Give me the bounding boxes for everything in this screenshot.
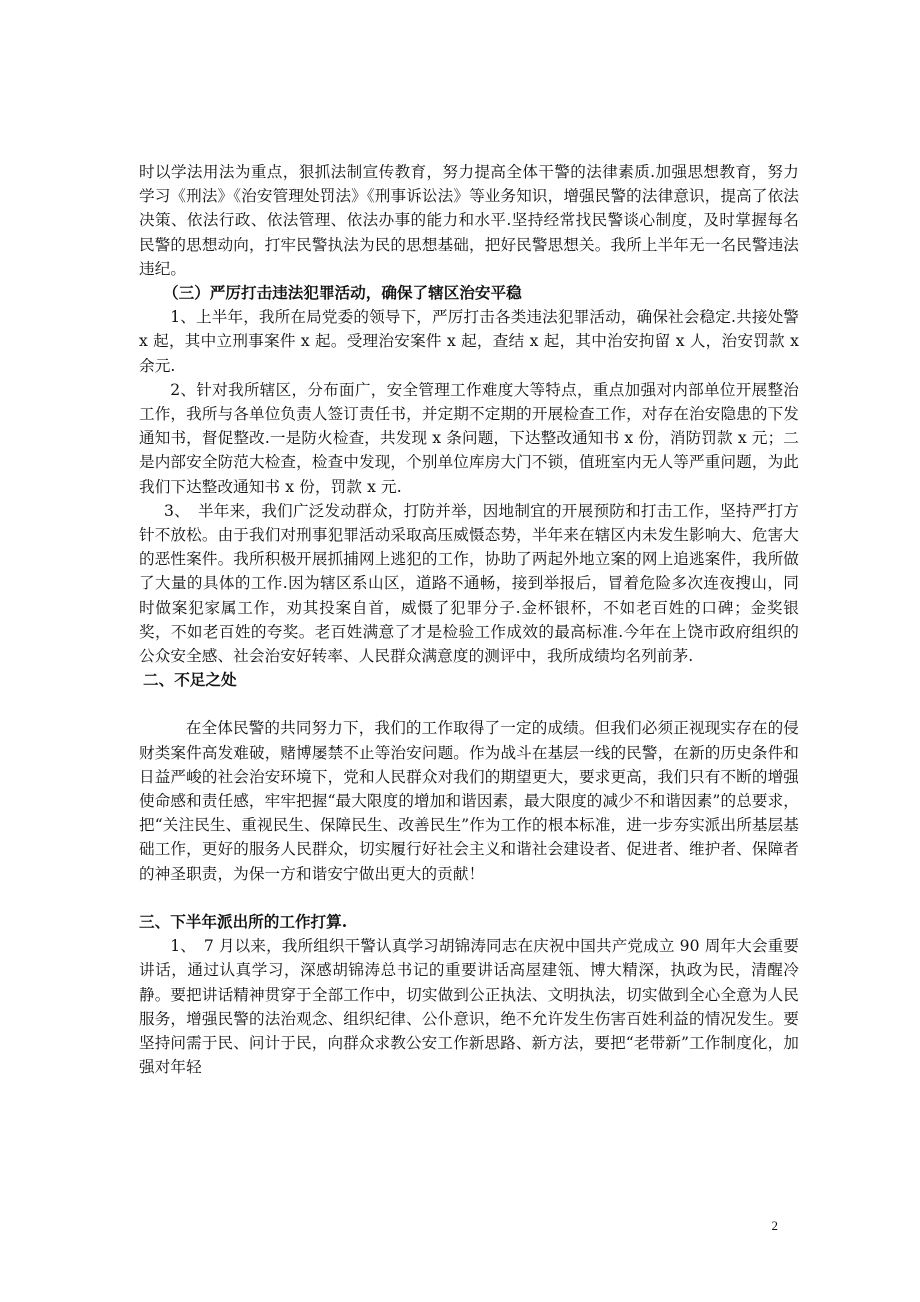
- paragraph-inspection: 2、针对我所辖区，分布面广，安全管理工作难度大等特点，重点加强对内部单位开展整治工作，我所与各单位负责人签订责任书，并定期不定期的开展检查工作，对存在治安隐患的下发通知书，督促整改.一是防火检查，共发现 x 条问题，下达整改通知书 x 份，消防罚款 x 元；二是内部安全防范大检查，检查中发现，个别单位库房大门不锁，值班室内无人等严重问题，为此我们下达整改通知书 x 份，罚款 x 元.: [139, 380, 799, 496]
- page-number: 2: [771, 1218, 778, 1233]
- document-body: [139, 160, 799, 1079]
- paragraph-prevention: 3、 半年来，我们广泛发动群众，打防并举，因地制宜的开展预防和打击工作，坚持严打方针不放松。由于我们对刑事犯罪活动采取高压威慑态势，半年来在辖区内未发生影响大、危害大的恶性案件。我所积极开展抓捕网上逃犯的工作，协助了两起外地立案的网上追逃案件，我所做了大量的具体的工作.因为辖区系山区，道路不通畅，接到举报后，冒着危险多次连夜搜山，同时做案犯家属工作，劝其投案自首，威慑了犯罪分子.金杯银杯，不如老百姓的口碑；金奖银奖，不如老百姓的夸奖。老百姓满意了才是检验工作成效的最高标准.今年在上饶市政府组织的公众安全感、社会治安好转率、人民群众满意度的测评中，我所成绩均名列前茅.: [139, 501, 799, 666]
- paragraph-study-plan: 1、 7 月以来，我所组织干警认真学习胡锦涛同志在庆祝中国共产党成立 90 周年大会重要讲话，通过认真学习，深感胡锦涛总书记的重要讲话高屋建瓴、博大精深，执政为民，清醒冷静。要把讲话精神贯穿于全部工作中，切实做到公正执法、文明执法，切实做到全心全意为人民服务，增强民警的法治观念、组织纪律、公仆意识，绝不允许发生伤害百姓利益的情况发生。要坚持问需于民、问计于民，向群众求教公安工作新思路、新方法，要把“老带新”工作制度化，加强对年轻: [139, 937, 799, 1077]
- spacer: [139, 886, 799, 910]
- section-heading-shortcomings: 二、不足之处: [143, 670, 237, 690]
- subheading-crackdown: （三）严厉打击违法犯罪活动，确保了辖区治安平稳: [163, 283, 522, 303]
- paragraph-case-stats: 1、上半年，我所在局党委的领导下，严厉打击各类违法犯罪活动，确保社会稳定.共接处警 x 起，其中立刑事案件 x 起。受理治安案件 x 起，查结 x 起，其中治安拘留 x 人，治安罚款 x 余元.: [139, 308, 799, 375]
- spacer: [139, 692, 799, 716]
- paragraph-legal-education: 时以学法用法为重点，狠抓法制宣传教育，努力提高全体干警的法律素质.加强思想教育，努力学习《刑法》《治安管理处罚法》《刑事诉讼法》等业务知识，增强民警的法律意识，提高了依法决策、依法行政、依法管理、依法办事的能力和水平.坚持经常找民警谈心制度，及时掌握每名民警的思想动向，打牢民警执法为民的思想基础，把好民警思想关。我所上半年无一名民警违法违纪。: [139, 163, 799, 278]
- paragraph-shortcomings: 在全体民警的共同努力下，我们的工作取得了一定的成绩。但我们必须正视现实存在的侵财类案件高发难破，赌博屡禁不止等治安问题。作为战斗在基层一线的民警，在新的历史条件和日益严峻的社会治安环境下，党和人民群众对我们的期望更大，要求更高，我们只有不断的增强使命感和责任感，牢牢把握“最大限度的增加和谐因素，最大限度的减少不和谐因素”的总要求，把“关注民生、重视民生、保障民生、改善民生”作为工作的根本标准，进一步夯实派出所基层基础工作，更好的服务人民群众，切实履行好社会主义和谐社会建设者、促进者、维护者、保障者的神圣职责，为保一方和谐安宁做出更大的贡献！: [139, 719, 799, 883]
- section-heading-plans: 三、下半年派出所的工作打算.: [139, 911, 348, 931]
